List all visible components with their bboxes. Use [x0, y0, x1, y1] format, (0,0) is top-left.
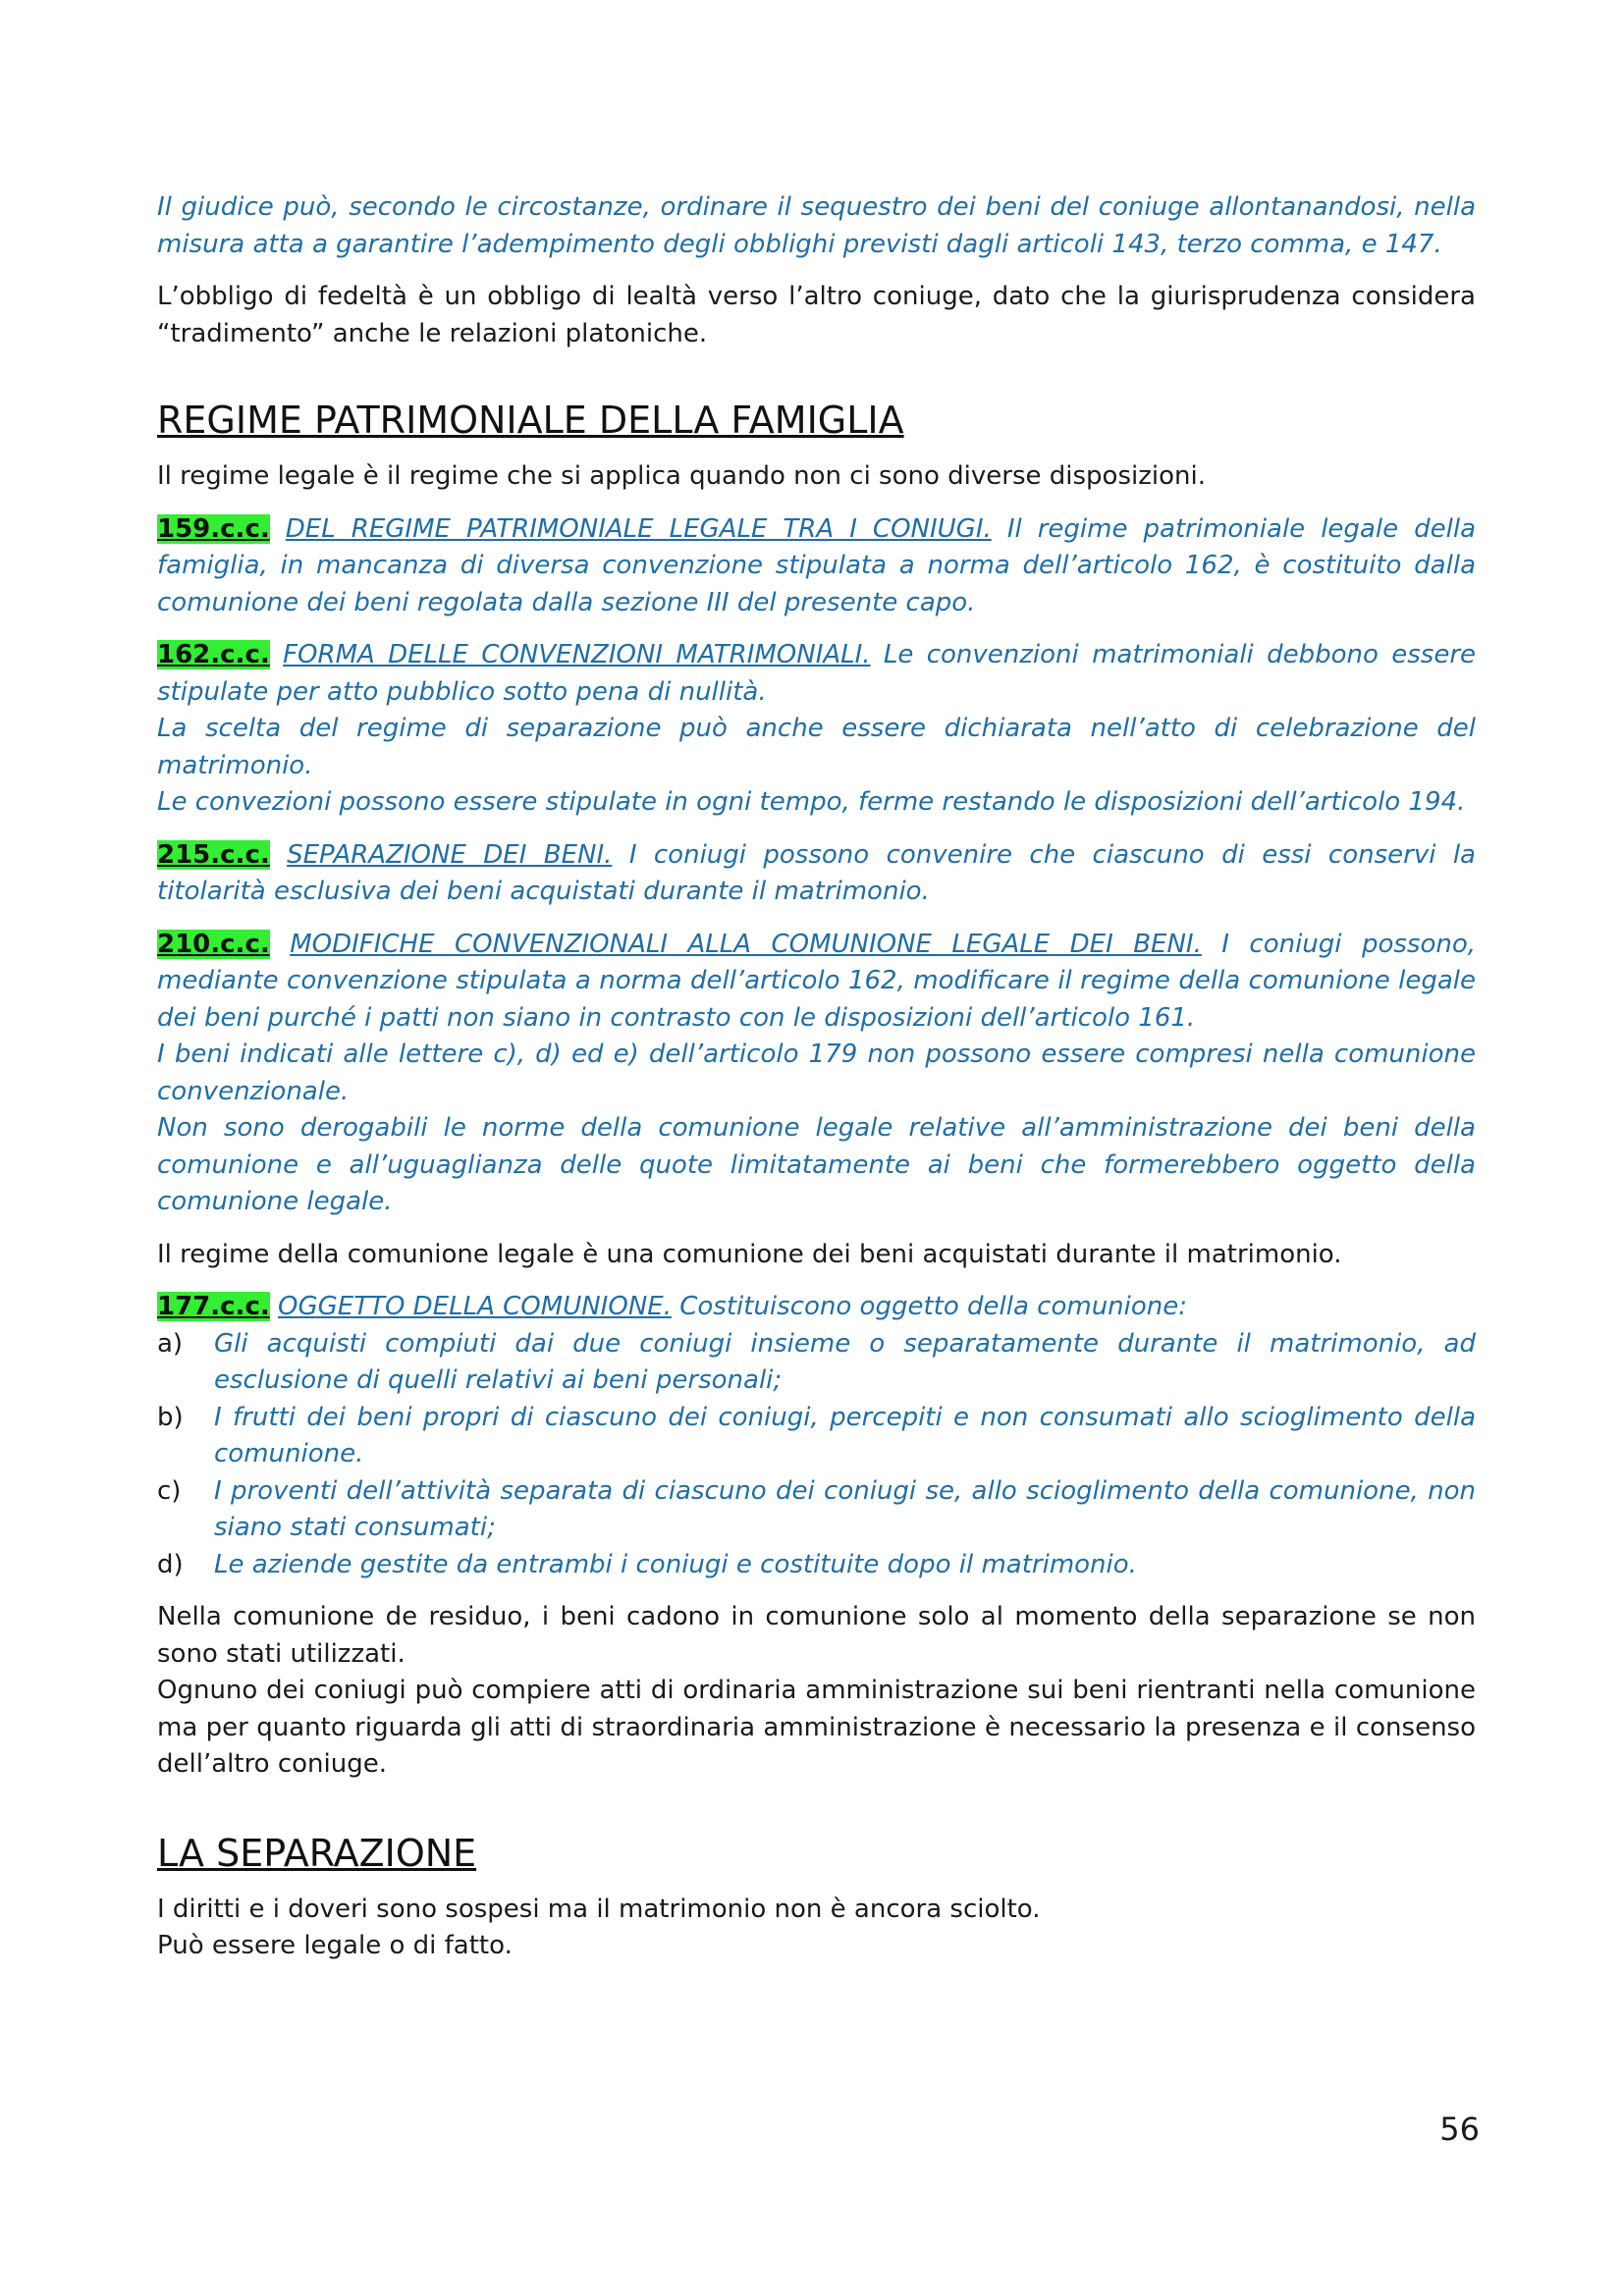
article-title: SEPARAZIONE DEI BENI.	[287, 839, 613, 870]
article-215	[157, 837, 1476, 911]
fedelta-paragraph: L’obbligo di fedeltà è un obbligo di lealtà verso l’altro coniuge, dato che la giurisprudenza considera “tradimento” anche le relazioni platoniche.	[157, 282, 1476, 348]
article-number-badge: 159.c.c.	[157, 513, 270, 544]
article-title: FORMA DELLE CONVENZIONI MATRIMONIALI.	[283, 640, 871, 669]
article-text: I coniugi possono, mediante convenzione stipulata a norma dell’articolo 162, modificare il regime della comunione legale dei beni purché i patti non siano in contrasto con le disposizioni dell’articolo 161.	[157, 929, 1477, 1033]
article-text: Costituiscono oggetto della comunione:	[679, 1292, 1188, 1321]
list-item-label: d)	[157, 1549, 184, 1579]
article-text: Il regime patrimoniale legale della famiglia, in mancanza di diversa convenzione stipulata a norma dell’articolo 162, è costituito dalla comunione dei beni regolata dalla sezione III del presente capo.	[157, 513, 1477, 617]
article-paragraph: I beni indicati alle lettere c), d) ed e) dell’articolo 179 non possono essere compresi nella comunione convenzionale.	[157, 1040, 1476, 1106]
article-paragraph: Non sono derogabili le norme della comunione legale relative all’amministrazione dei beni della comunione e all’uguaglianza delle quote limitatamente ai beni che formerebbero oggetto della comunione legale.	[157, 1113, 1476, 1216]
section-heading-separazione: LA SEPARAZIONE	[157, 1831, 477, 1875]
list-item-text: I proventi dell’attività separata di ciascuno dei coniugi se, allo scioglimento della comunione, non siano stati consumati;	[214, 1475, 1476, 1542]
separazione-paragraph: I diritti e i doveri sono sospesi ma il matrimonio non è ancora sciolto.	[157, 1894, 1041, 1924]
separazione-paragraph: Può essere legale o di fatto.	[157, 1931, 513, 1960]
page-content	[157, 189, 1476, 1965]
article-text: Le convenzioni matrimoniali debbono essere stipulate per atto pubblico sotto pena di nullità.	[157, 640, 1477, 707]
list-item-label: b)	[157, 1402, 184, 1432]
article-paragraph: Le convezioni possono essere stipulate in ogni tempo, ferme restando le disposizioni dell’articolo 194.	[157, 787, 1466, 817]
list-item	[157, 1400, 1476, 1473]
article-text: I coniugi possono convenire che ciascuno di essi conservi la titolarità esclusiva dei beni acquistati durante il matrimonio.	[157, 839, 1476, 906]
article-159	[157, 511, 1476, 622]
list-item-label: a)	[157, 1328, 184, 1359]
residuo-paragraph: Nella comunione de residuo, i beni cadono in comunione solo al momento della separazione se non sono stati utilizzati.	[157, 1602, 1476, 1669]
list-item-text: Gli acquisti compiuti dai due coniugi insieme o separatamente durante il matrimonio, ad esclusione di quelli relativi ai beni personali;	[214, 1328, 1476, 1395]
list-item	[157, 1326, 1476, 1400]
list-item	[157, 1547, 1476, 1584]
article-number-badge: 162.c.c.	[157, 640, 270, 669]
article-number-badge: 215.c.c.	[157, 839, 270, 870]
article-title: DEL REGIME PATRIMONIALE LEGALE TRA I CONIUGI.	[285, 513, 992, 544]
ordinaria-paragraph: Ognuno dei coniugi può compiere atti di ordinaria amministrazione sui beni rientranti nella comunione ma per quanto riguarda gli atti di straordinaria amministrazione è necessario la presenza e il consenso dell’altro coniuge.	[157, 1676, 1476, 1779]
article-177-list	[157, 1326, 1476, 1584]
list-item-text: I frutti dei beni propri di ciascuno dei coniugi, percepiti e non consumati allo scioglimento della comunione.	[214, 1402, 1476, 1468]
article-162	[157, 637, 1476, 822]
regime-intro: Il regime legale è il regime che si applica quando non ci sono diverse disposizioni.	[157, 461, 1206, 491]
list-item-text: Le aziende gestite da entrambi i coniugi e costituite dopo il matrimonio.	[214, 1549, 1137, 1579]
page-number: 56	[1439, 2110, 1480, 2148]
quote-paragraph: Il giudice può, secondo le circostanze, ordinare il sequestro dei beni del coniuge allontanandosi, nella misura atta a garantire l’adempimento degli obblighi previsti dagli articoli 143, terzo comma, e 147.	[157, 192, 1476, 259]
list-item	[157, 1473, 1476, 1547]
article-number-badge: 210.c.c.	[157, 929, 270, 959]
article-number-badge: 177.c.c.	[157, 1292, 270, 1321]
section-heading-regime: REGIME PATRIMONIALE DELLA FAMIGLIA	[157, 399, 904, 442]
article-210	[157, 927, 1476, 1221]
comunione-paragraph: Il regime della comunione legale è una comunione dei beni acquistati durante il matrimonio.	[157, 1239, 1342, 1269]
article-title: OGGETTO DELLA COMUNIONE.	[278, 1292, 672, 1321]
article-177	[157, 1289, 1476, 1583]
article-paragraph: La scelta del regime di separazione può anche essere dichiarata nell’atto di celebrazione del matrimonio.	[157, 714, 1476, 780]
article-title: MODIFICHE CONVENZIONALI ALLA COMUNIONE LEGALE DEI BENI.	[290, 929, 1202, 959]
list-item-label: c)	[157, 1475, 182, 1506]
